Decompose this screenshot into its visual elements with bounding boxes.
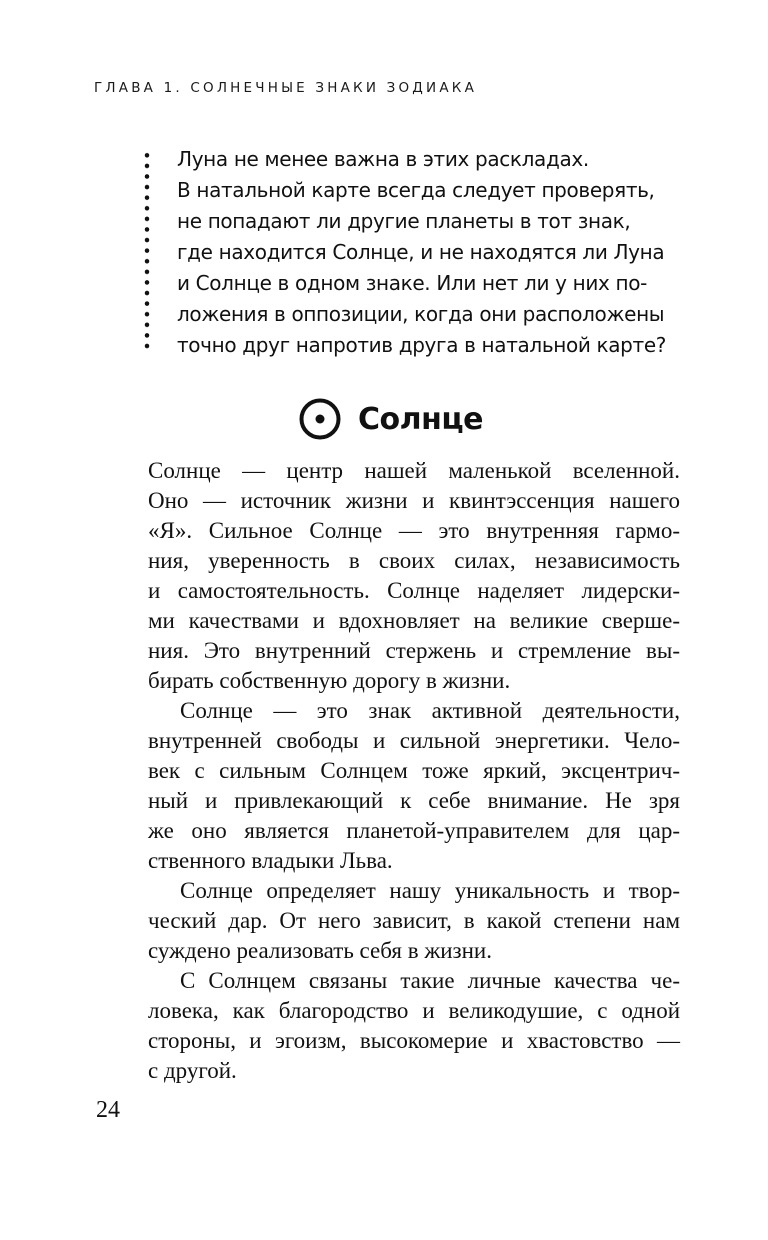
text-line: внутренней свободы и сильной энергетики. Чело- xyxy=(148,728,680,753)
dotted-rule xyxy=(144,150,150,350)
paragraph xyxy=(148,696,680,876)
text-line: суждено реализовать себя в жизни. xyxy=(148,938,492,963)
callout-line: не попадают ли другие планеты в тот знак, xyxy=(177,209,631,233)
callout-text xyxy=(177,144,666,361)
paragraph xyxy=(148,966,680,1086)
text-line: ный и привлекающий к себе внимание. Не зря xyxy=(148,788,680,813)
callout-line: и Солнце в одном знаке. Или нет ли у них по- xyxy=(177,271,647,295)
text-line: Оно — источник жизни и квинтэссенция нашего xyxy=(148,488,680,513)
callout-line: где находится Солнце, и не находятся ли Луна xyxy=(177,240,665,264)
text-line: С Солнцем связаны такие личные качества че- xyxy=(180,968,680,993)
callout-line: В натальной карте всегда следует проверять, xyxy=(177,178,655,202)
text-line: с другой. xyxy=(148,1058,237,1083)
text-line: «Я». Сильное Солнце — это внутренняя гармо- xyxy=(148,518,680,543)
callout-line: ложения в оппозиции, когда они расположены xyxy=(177,302,665,326)
paragraph xyxy=(148,456,680,696)
text-line: Солнце — это знак активной деятельности, xyxy=(180,698,680,723)
section-heading xyxy=(298,393,483,445)
text-line: век с сильным Солнцем тоже яркий, эксцентрич- xyxy=(148,758,680,783)
paragraph xyxy=(148,876,680,966)
text-line: ственного владыки Льва. xyxy=(148,848,393,873)
sun-symbol-icon xyxy=(298,397,342,441)
callout-line: Луна не менее важна в этих раскладах. xyxy=(177,147,589,171)
text-line: Солнце — центр нашей маленькой вселенной. xyxy=(148,458,680,483)
text-line: и самостоятельность. Солнце наделяет лидерски- xyxy=(148,578,680,603)
text-line: ния. Это внутренний стержень и стремление вы- xyxy=(148,638,680,663)
text-line: Солнце определяет нашу уникальность и твор- xyxy=(180,878,680,903)
text-line: ния, уверенность в своих силах, независимость xyxy=(148,548,680,573)
running-head: ГЛАВА 1. СОЛНЕЧНЫЕ ЗНАКИ ЗОДИАКА xyxy=(94,80,477,96)
text-line: ми качествами и вдохновляет на великие сверше- xyxy=(148,608,680,633)
callout-line: точно друг напротив друга в натальной карте? xyxy=(177,333,667,357)
text-line: ческий дар. От него зависит, в какой степени нам xyxy=(148,908,680,933)
text-line: бирать собственную дорогу в жизни. xyxy=(148,668,511,693)
body-text xyxy=(148,456,680,1086)
section-title: Солнце xyxy=(358,401,483,437)
text-line: же оно является планетой-управителем для цар- xyxy=(148,818,680,843)
text-line: ловека, как благородство и великодушие, с одной xyxy=(148,998,680,1023)
page-number: 24 xyxy=(96,1097,120,1123)
text-line: стороны, и эгоизм, высокомерие и хвастовство — xyxy=(148,1028,680,1053)
